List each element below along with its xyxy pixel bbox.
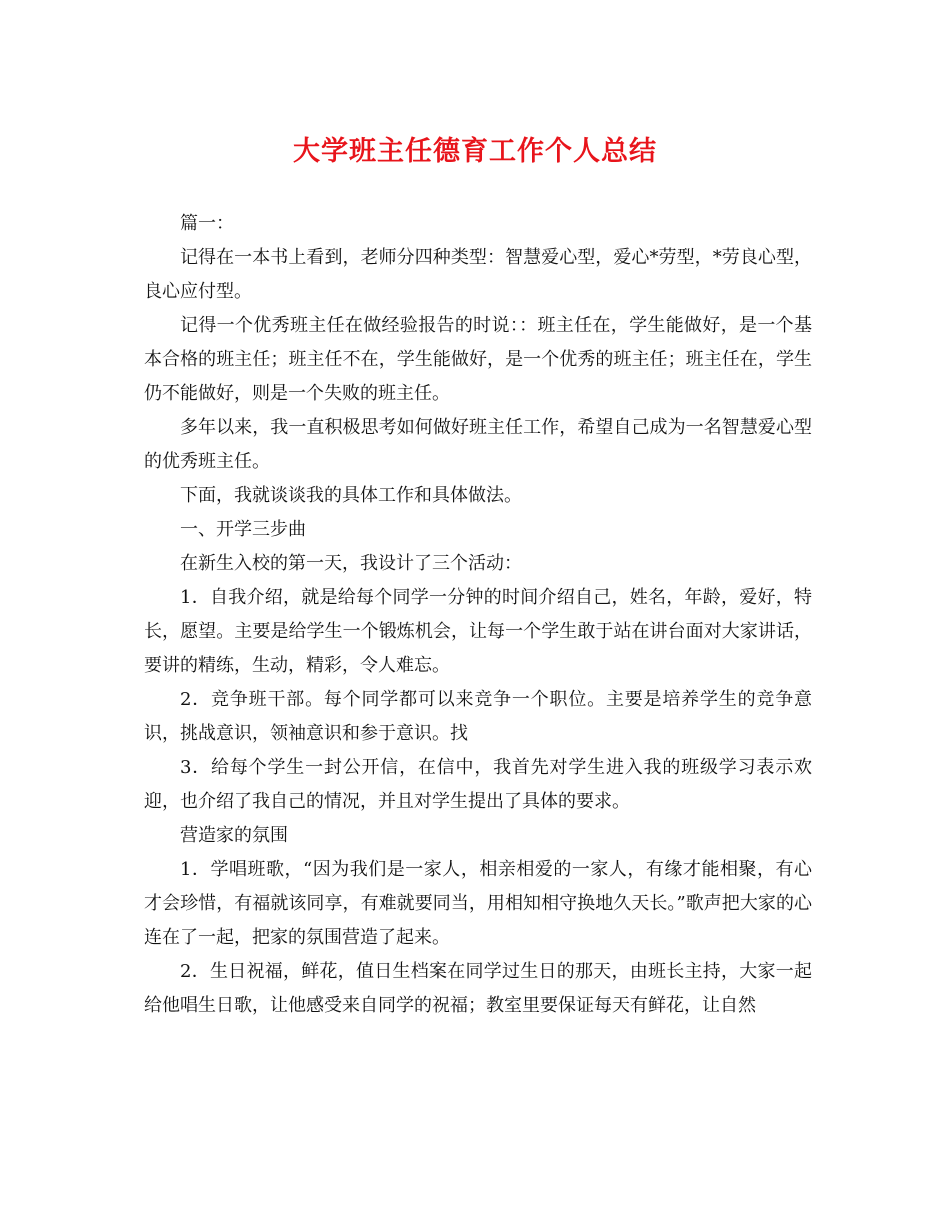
paragraph: 篇一： (180, 213, 234, 234)
list-item: 1．学唱班歌，“因为我们是一家人，相亲相爱的一家人，有缘才能相聚，有心才会珍惜，有福就该同享，有难就要同当，用相知相守换地久天长。”歌声把大家的心连在了一起，把家的氛围营造了起来。 (144, 859, 812, 948)
paragraph: 下面，我就谈谈我的具体工作和具体做法。 (180, 485, 522, 506)
list-item: 1．自我介绍，就是给每个同学一分钟的时间介绍自己，姓名，年龄，爱好，特长，愿望。主要是给学生一个锻炼机会，让每一个学生敢于站在讲台面对大家讲话，要讲的精练，生动，精彩，令人难忘。 (144, 587, 812, 676)
paragraph: 在新生入校的第一天，我设计了三个活动： (180, 553, 522, 574)
list-item: 2．竞争班干部。每个同学都可以来竞争一个职位。主要是培养学生的竞争意识，挑战意识，领袖意识和参于意识。找 (144, 689, 812, 744)
paragraph: 多年以来，我一直积极思考如何做好班主任工作，希望自己成为一名智慧爱心型的优秀班主任。 (144, 417, 812, 472)
section-heading: 营造家的氛围 (180, 825, 288, 846)
paragraph: 记得在一本书上看到，老师分四种类型：智慧爱心型，爱心*劳型，*劳良心型，良心应付型。 (144, 247, 812, 302)
document-title: 大学班主任德育工作个人总结 (293, 136, 657, 167)
paragraph: 记得一个优秀班主任在做经验报告的时说：：班主任在，学生能做好，是一个基本合格的班主任；班主任不在，学生能做好，是一个优秀的班主任；班主任在，学生仍不能做好，则是一个失败的班主任。 (144, 315, 812, 404)
document-body (144, 207, 812, 1023)
list-item: 3．给每个学生一封公开信，在信中，我首先对学生进入我的班级学习表示欢迎，也介绍了我自己的情况，并且对学生提出了具体的要求。 (144, 757, 812, 812)
list-item: 2．生日祝福，鲜花，值日生档案在同学过生日的那天，由班长主持，大家一起给他唱生日歌，让他感受来自同学的祝福；教室里要保证每天有鲜花，让自然 (144, 961, 812, 1016)
section-heading: 一、开学三步曲 (180, 519, 306, 540)
